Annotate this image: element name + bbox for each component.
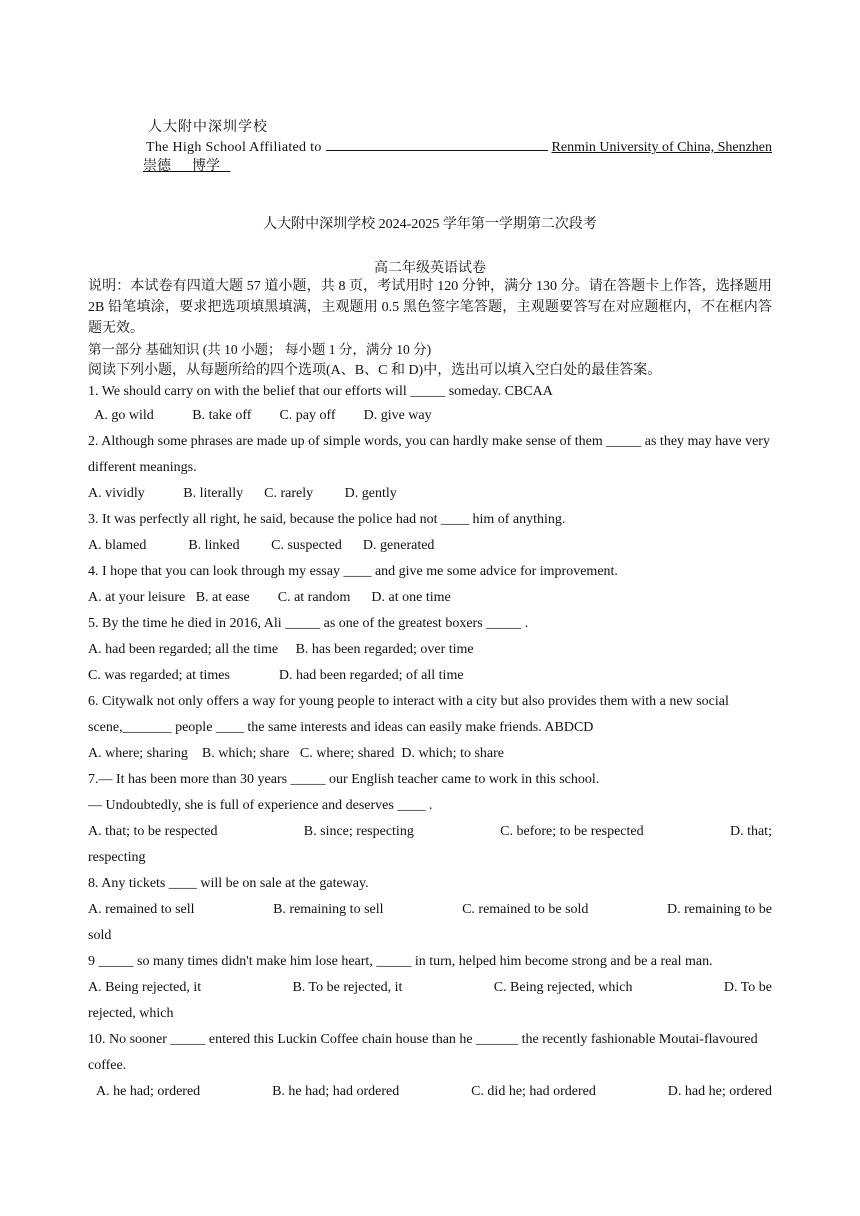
question-options <box>88 975 772 1001</box>
school-name-english-left: The High School Affiliated to <box>146 140 322 155</box>
option-d-continued: respecting <box>88 850 146 865</box>
question-options <box>88 819 772 845</box>
question-options <box>88 897 772 923</box>
option-d: D. that; <box>729 824 772 839</box>
option-b: B. he had; had ordered <box>272 1084 400 1099</box>
question-3 <box>88 507 772 559</box>
question-stem: 2. Although some phrases are made up of simple words, you can hardly make sense of them _____ as they may have very different meanings. <box>88 434 770 475</box>
directions: 阅读下列小题，从每题所给的四个选项(A、B、C 和 D)中，选出可以填入空白处的最佳答案。 <box>88 363 662 378</box>
question-1 <box>88 381 772 429</box>
question-9 <box>88 949 772 1027</box>
option-a: A. that; to be respected <box>88 824 218 839</box>
option-c: C. remained to be sold <box>462 902 589 917</box>
exam-title: 人大附中深圳学校 2024-2025 学年第一学期第二次段考 <box>263 217 597 232</box>
option-a: A. he had; ordered <box>96 1084 201 1099</box>
question-6 <box>88 689 772 767</box>
question-5 <box>88 611 772 689</box>
option-d: D. To be <box>723 980 772 995</box>
question-options: A. at your leisure B. at ease C. at random D. at one time <box>88 590 451 605</box>
question-options: A. go wild B. take off C. pay off D. give way <box>88 408 432 423</box>
section-heading: 第一部分 基础知识 (共 10 小题； 每小题 1 分，满分 10 分) <box>88 342 432 357</box>
school-motto: 崇德 博学 <box>143 159 231 174</box>
question-options <box>88 1079 772 1105</box>
question-10 <box>88 1027 772 1105</box>
question-stem-reply: — Undoubtedly, she is full of experience and deserves ____ . <box>88 798 433 813</box>
option-d-continued: rejected, which <box>88 1006 174 1021</box>
question-stem: 3. It was perfectly all right, he said, because the police had not ____ him of anything. <box>88 512 566 527</box>
question-8 <box>88 871 772 949</box>
question-options: A. blamed B. linked C. suspected D. generated <box>88 538 435 553</box>
option-a: A. remained to sell <box>88 902 195 917</box>
instructions: 说明：本试卷有四道大题 57 道小题，共 8 页，考试用时 120 分钟，满分 130 分。请在答题卡上作答，选择题用 2B 铅笔填涂，要求把选项填黑填满，主观题用 0.5 黑色签字笔答题，主观题要答写在对应题框内，不在框内答题无效。 <box>88 279 772 336</box>
option-b: B. remaining to sell <box>273 902 384 917</box>
option-c: C. before; to be respected <box>500 824 644 839</box>
paper-title: 高二年级英语试卷 <box>374 261 486 276</box>
question-stem: 10. No sooner _____ entered this Luckin Coffee chain house than he ______ the recently fashionable Moutai-flavoured coffee. <box>88 1032 758 1073</box>
option-d: D. had he; ordered <box>667 1084 772 1099</box>
question-stem: 6. Citywalk not only offers a way for young people to interact with a city but also provides them with a new social scene,_______ people ____ the same interests and ideas can easily make friends. ABDCD <box>88 694 729 735</box>
school-name-chinese: 人大附中深圳学校 <box>148 120 268 135</box>
question-options: A. vividly B. literally C. rarely D. gently <box>88 486 397 501</box>
question-7 <box>88 767 772 871</box>
question-options-second-line: C. was regarded; at times D. had been regarded; of all time <box>88 668 464 683</box>
question-stem: 9 _____ so many times didn't make him lose heart, _____ in turn, helped him become strong and be a real man. <box>88 954 713 969</box>
question-4 <box>88 559 772 611</box>
question-stem: 1. We should carry on with the belief that our efforts will _____ someday. CBCAA <box>88 384 553 399</box>
school-name-english-right: Renmin University of China, Shenzhen <box>551 140 772 155</box>
option-c: C. did he; had ordered <box>471 1084 596 1099</box>
option-d-continued: sold <box>88 928 112 943</box>
school-name-english <box>146 136 772 156</box>
header-underline <box>326 136 548 151</box>
question-options: A. had been regarded; all the time B. has been regarded; over time <box>88 642 474 657</box>
option-a: A. Being rejected, it <box>88 980 202 995</box>
question-stem: 7.— It has been more than 30 years _____ our English teacher came to work in this school. <box>88 772 600 787</box>
question-2 <box>88 429 772 507</box>
exam-body <box>88 276 772 1105</box>
option-b: B. since; respecting <box>303 824 414 839</box>
question-stem: 5. By the time he died in 2016, Ali _____ as one of the greatest boxers _____ . <box>88 616 529 631</box>
option-b: B. To be rejected, it <box>292 980 403 995</box>
question-options: A. where; sharing B. which; share C. where; shared D. which; to share <box>88 746 505 761</box>
question-stem: 8. Any tickets ____ will be on sale at the gateway. <box>88 876 369 891</box>
option-d: D. remaining to be <box>666 902 772 917</box>
question-stem: 4. I hope that you can look through my essay ____ and give me some advice for improvement. <box>88 564 618 579</box>
option-c: C. Being rejected, which <box>493 980 633 995</box>
